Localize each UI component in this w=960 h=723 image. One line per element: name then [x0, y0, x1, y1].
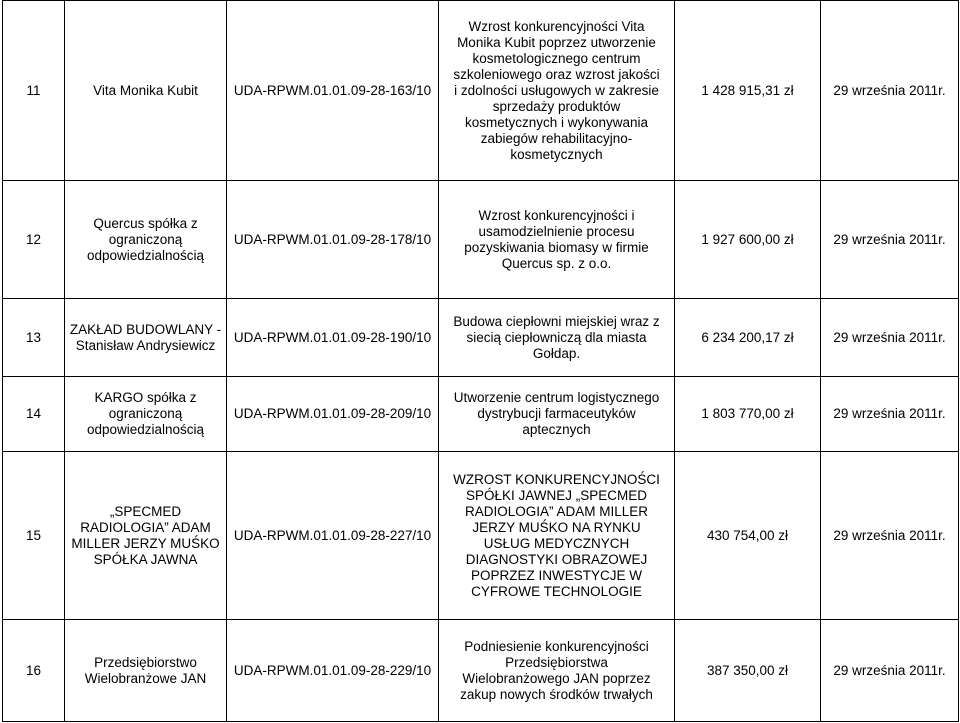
- signing-date: 29 września 2011r.: [821, 1, 959, 181]
- amount: 6 234 200,17 zł: [675, 299, 821, 377]
- title-line: Podniesienie konkurencyjności: [464, 638, 649, 654]
- beneficiary-line: „SPECMED: [109, 503, 182, 519]
- title-line: pozyskiwania biomasy w firmie: [464, 239, 649, 255]
- beneficiary-cell: [65, 620, 227, 722]
- title-line: RADIOLOGIA” ADAM MILLER: [464, 503, 649, 519]
- beneficiary-line: ograniczoną: [108, 231, 183, 247]
- title-line: i zdolności usługowych w zakresie: [454, 82, 659, 98]
- amount: 1 927 600,00 zł: [675, 181, 821, 299]
- title-line: WZROST KONKURENCYJNOŚCI: [453, 471, 660, 487]
- signing-date: 29 września 2011r.: [821, 377, 959, 452]
- title-line: DIAGNOSTYKI OBRAZOWEJ: [465, 551, 648, 567]
- title-line: szkoleniowego oraz wzrost jakości: [453, 66, 660, 82]
- title-line: kosmetycznych i wykonywania: [464, 114, 649, 130]
- title-line: Utworzenie centrum logistycznego: [453, 390, 660, 405]
- title-line: kosmetologicznego centrum: [472, 50, 641, 66]
- signing-date: 29 września 2011r.: [821, 452, 959, 620]
- row-number: 11: [3, 1, 65, 181]
- beneficiary-line: odpowiedzialnością: [86, 422, 205, 437]
- title-line: SPÓŁKI JAWNEJ „SPECMED: [465, 487, 648, 503]
- table-row: [3, 377, 959, 452]
- row-number: 13: [3, 299, 65, 377]
- title-line: Wzrost konkurencyjności Vita: [468, 18, 645, 34]
- amount: 1 428 915,31 zł: [675, 1, 821, 181]
- beneficiary-cell: [65, 1, 227, 181]
- title-line: Wielobranżowego JAN poprzez: [462, 670, 651, 686]
- title-line: USŁUG MEDYCZNYCH: [483, 535, 630, 551]
- title-line: Wzrost konkurencyjności i: [478, 207, 635, 223]
- table-row: [3, 181, 959, 299]
- table-row: [3, 620, 959, 722]
- project-title-cell: [439, 181, 675, 299]
- title-line: zabiegów rehabilitacyjno-: [480, 130, 633, 146]
- contract-number: UDA-RPWM.01.01.09-28-163/10: [227, 1, 439, 181]
- beneficiary-line: Przedsiębiorstwo: [94, 654, 197, 670]
- contract-number: UDA-RPWM.01.01.09-28-178/10: [227, 181, 439, 299]
- title-line: Monika Kubit poprzez utworzenie: [457, 34, 656, 50]
- amount: 430 754,00 zł: [675, 452, 821, 620]
- project-title-cell: [439, 1, 675, 181]
- title-line: aptecznych: [522, 422, 591, 437]
- signing-date: 29 września 2011r.: [821, 299, 959, 377]
- title-line: sprzedaży produktów: [492, 98, 621, 114]
- title-line: dystrybucji farmaceutyków: [477, 406, 636, 421]
- table-row: [3, 1, 959, 181]
- title-line: Quercus sp. z o.o.: [501, 255, 612, 271]
- row-number: 16: [3, 620, 65, 722]
- beneficiary-line: MILLER JERZY MUŚKO: [71, 535, 220, 551]
- title-line: Przedsiębiorstwa: [505, 654, 608, 670]
- contract-number: UDA-RPWM.01.01.09-28-227/10: [227, 452, 439, 620]
- row-number: 14: [3, 377, 65, 452]
- beneficiary-cell: [65, 377, 227, 452]
- title-line: JERZY MUŚKO NA RYNKU: [472, 519, 641, 535]
- table-row: [3, 299, 959, 377]
- title-line: Budowa ciepłowni miejskiej wraz z: [453, 313, 660, 329]
- beneficiary-line: Quercus spółka z: [93, 215, 198, 231]
- beneficiary-line: Stanisław Andrysiewicz: [75, 337, 216, 353]
- projects-table: [2, 0, 959, 722]
- title-line: CYFROWE TECHNOLOGIE: [471, 583, 642, 599]
- row-number: 15: [3, 452, 65, 620]
- beneficiary-line: SPÓŁKA JAWNA: [93, 551, 198, 567]
- contract-number: UDA-RPWM.01.01.09-28-209/10: [227, 377, 439, 452]
- contract-number: UDA-RPWM.01.01.09-28-190/10: [227, 299, 439, 377]
- project-title-cell: [439, 299, 675, 377]
- table-row: [3, 452, 959, 620]
- project-title-cell: [439, 620, 675, 722]
- title-line: POPRZEZ INWESTYCJE W: [470, 567, 642, 583]
- signing-date: 29 września 2011r.: [821, 181, 959, 299]
- title-line: Gołdap.: [532, 345, 581, 361]
- amount: 387 350,00 zł: [675, 620, 821, 722]
- beneficiary-line: Wielobranżowe JAN: [84, 670, 207, 686]
- beneficiary-cell: [65, 181, 227, 299]
- title-line: siecią ciepłowniczą dla miasta: [466, 329, 647, 345]
- beneficiary-line: ograniczoną: [108, 406, 183, 421]
- beneficiary-line: ZAKŁAD BUDOWLANY -: [69, 321, 222, 337]
- signing-date: 29 września 2011r.: [821, 620, 959, 722]
- project-title-cell: [439, 452, 675, 620]
- title-line: zakup nowych środków trwałych: [460, 686, 653, 702]
- beneficiary-cell: [65, 452, 227, 620]
- beneficiary-line: Vita Monika Kubit: [93, 82, 198, 98]
- title-line: kosmetycznych: [510, 146, 603, 162]
- beneficiary-line: KARGO spółka z: [94, 390, 197, 405]
- title-line: usamodzielnienie procesu: [478, 223, 635, 239]
- amount: 1 803 770,00 zł: [675, 377, 821, 452]
- beneficiary-line: odpowiedzialnością: [86, 247, 205, 263]
- row-number: 12: [3, 181, 65, 299]
- beneficiary-line: RADIOLOGIA” ADAM: [80, 519, 211, 535]
- beneficiary-cell: [65, 299, 227, 377]
- contract-number: UDA-RPWM.01.01.09-28-229/10: [227, 620, 439, 722]
- project-title-cell: [439, 377, 675, 452]
